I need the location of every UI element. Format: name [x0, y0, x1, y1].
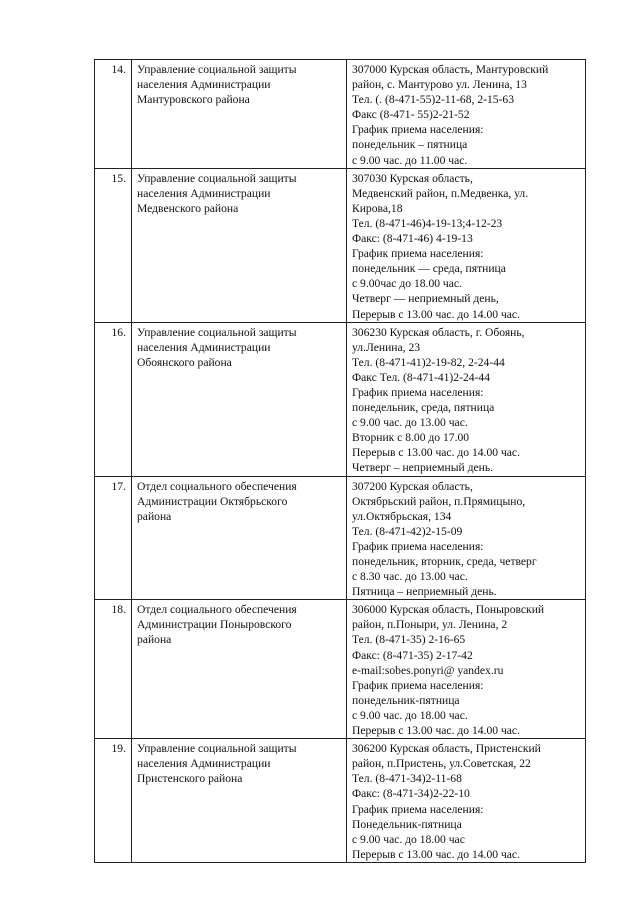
contact-detail-line: 306230 Курская область, г. Обоянь,: [352, 325, 525, 339]
contact-detail-line: район, п.Поныри, ул. Ленина, 2: [352, 618, 508, 632]
contact-detail-line: График приема населения:: [352, 247, 484, 261]
contact-detail-line: Факс Тел. (8-471-41)2-24-44: [352, 370, 490, 384]
contact-detail-line: ул.Ленина, 23: [352, 340, 421, 354]
row-number: 17.: [95, 476, 132, 600]
organization-line: Мантуровского района: [137, 93, 250, 107]
contact-detail-line: Тел. (. (8-471-55)2-11-68, 2-15-63: [352, 93, 515, 107]
contact-detail-line: Перерыв с 13.00 час. до 14.00 час.: [352, 724, 520, 738]
contact-detail-line: Факс: (8-471-34)2-22-10: [352, 787, 470, 801]
contact-detail-line: Тел. (8-471-46)4-19-13;4-12-23: [352, 216, 503, 230]
contact-detail-line: понедельник – пятница: [352, 138, 468, 152]
organization-line: Отдел социального обеспечения: [137, 479, 297, 493]
row-number: 19.: [95, 739, 132, 863]
contact-details-cell: [347, 322, 586, 476]
contact-detail-line: с 9.00 час. до 13.00 час.: [352, 416, 468, 430]
table-row: [95, 739, 586, 863]
contact-details-cell: [347, 168, 586, 322]
table-row: [95, 322, 586, 476]
table-row: [95, 600, 586, 739]
organization-line: Обоянского района: [137, 355, 232, 369]
contact-detail-line: Перерыв с 13.00 час. до 14.00 час.: [352, 307, 520, 321]
contact-detail-line: Тел. (8-471-41)2-19-82, 2-24-44: [352, 355, 505, 369]
contact-details-cell: [347, 739, 586, 863]
offices-table: [94, 59, 586, 863]
contact-detail-line: Тел. (8-471-34)2-11-68: [352, 772, 462, 786]
contact-detail-line: район, п.Пристень, ул.Советская, 22: [352, 757, 531, 771]
row-number: 15.: [95, 168, 132, 322]
contact-detail-line: Вторник с 8.00 до 17.00: [352, 431, 470, 445]
contact-detail-line: График приема населения:: [352, 802, 484, 816]
organization-line: Пристенского района: [137, 772, 243, 786]
contact-detail-line: График приема населения:: [352, 539, 484, 553]
organization-line: района: [137, 633, 172, 647]
organization-line: Управление социальной защиты: [137, 171, 297, 185]
organization-line: Отдел социального обеспечения: [137, 603, 297, 617]
contact-detail-line: Тел. (8-471-35) 2-16-65: [352, 633, 466, 647]
organization-line: населения Администрации: [137, 340, 271, 354]
contact-detail-line: Факс (8-471- 55)2-21-52: [352, 108, 470, 122]
contact-detail-line: Понедельник-пятница: [352, 817, 462, 831]
contact-detail-line: Перерыв с 13.00 час. до 14.00 час.: [352, 446, 520, 460]
organization-cell: [132, 476, 347, 600]
table-row: [95, 168, 586, 322]
organization-line: населения Администрации: [137, 757, 271, 771]
contact-detail-line: ул.Октябрьская, 134: [352, 509, 452, 523]
contact-details-cell: [347, 60, 586, 169]
row-number: 18.: [95, 600, 132, 739]
organization-line: Администрации Октябрьского: [137, 494, 288, 508]
organization-line: Администрации Поныровского: [137, 618, 292, 632]
contact-detail-line: с 9.00час до 18.00 час.: [352, 277, 462, 291]
organization-line: Управление социальной защиты: [137, 742, 297, 756]
contact-detail-line: Факс: (8-471-46) 4-19-13: [352, 232, 473, 246]
organization-line: Медвенского района: [137, 201, 239, 215]
contact-detail-line: 306200 Курская область, Пристенский: [352, 742, 541, 756]
organization-line: Управление социальной защиты: [137, 325, 297, 339]
contact-detail-line: с 8.30 час. до 13.00 час.: [352, 570, 468, 584]
contact-detail-line: График приема населения:: [352, 385, 484, 399]
table-body: [95, 60, 586, 863]
contact-detail-line: с 9.00 час. до 18.00 час: [352, 832, 465, 846]
contact-detail-line: Четверг — неприемный день,: [352, 292, 499, 306]
contact-details-cell: [347, 600, 586, 739]
table-row: [95, 60, 586, 169]
contact-detail-line: e-mail:sobes.ponyri@ yandex.ru: [352, 663, 504, 677]
contact-detail-line: Октябрьский район, п.Прямицыно,: [352, 494, 526, 508]
organization-cell: [132, 322, 347, 476]
contact-detail-line: понедельник, среда, пятница: [352, 401, 495, 415]
contact-detail-line: понедельник-пятница: [352, 693, 460, 707]
contact-detail-line: График приема населения:: [352, 123, 484, 137]
organization-cell: [132, 168, 347, 322]
contact-detail-line: с 9.00 час. до 11.00 час.: [352, 153, 468, 167]
contact-detail-line: Медвенский район, п.Медвенка, ул.: [352, 186, 529, 200]
organization-line: Управление социальной защиты: [137, 63, 297, 76]
organization-line: населения Администрации: [137, 186, 271, 200]
table-row: [95, 476, 586, 600]
contact-detail-line: 307200 Курская область,: [352, 479, 473, 493]
organization-cell: [132, 600, 347, 739]
organization-line: населения Администрации: [137, 78, 271, 92]
organization-cell: [132, 60, 347, 169]
organization-line: района: [137, 509, 172, 523]
contact-detail-line: Кирова,18: [352, 201, 403, 215]
contact-detail-line: График приема населения:: [352, 678, 484, 692]
contact-detail-line: понедельник, вторник, среда, четверг: [352, 555, 537, 568]
row-number: 14.: [95, 60, 132, 169]
contact-detail-line: Перерыв с 13.00 час. до 14.00 час.: [352, 847, 520, 861]
contact-detail-line: понедельник — среда, пятница: [352, 262, 506, 276]
organization-cell: [132, 739, 347, 863]
contact-detail-line: Пятница – неприемный день.: [352, 585, 497, 599]
contact-detail-line: район, с. Мантурово ул. Ленина, 13: [352, 78, 527, 92]
row-number: 16.: [95, 322, 132, 476]
contact-detail-line: 307030 Курская область,: [352, 171, 473, 185]
contact-detail-line: 306000 Курская область, Поныровский: [352, 603, 545, 617]
contact-detail-line: Четверг – неприемный день.: [352, 461, 494, 475]
contact-detail-line: Факс: (8-471-35) 2-17-42: [352, 648, 473, 662]
contact-details-cell: [347, 476, 586, 600]
contact-detail-line: с 9.00 час. до 18.00 час.: [352, 708, 468, 722]
contact-detail-line: Тел. (8-471-42)2-15-09: [352, 524, 463, 538]
contact-detail-line: 307000 Курская область, Мантуровский: [352, 63, 549, 76]
